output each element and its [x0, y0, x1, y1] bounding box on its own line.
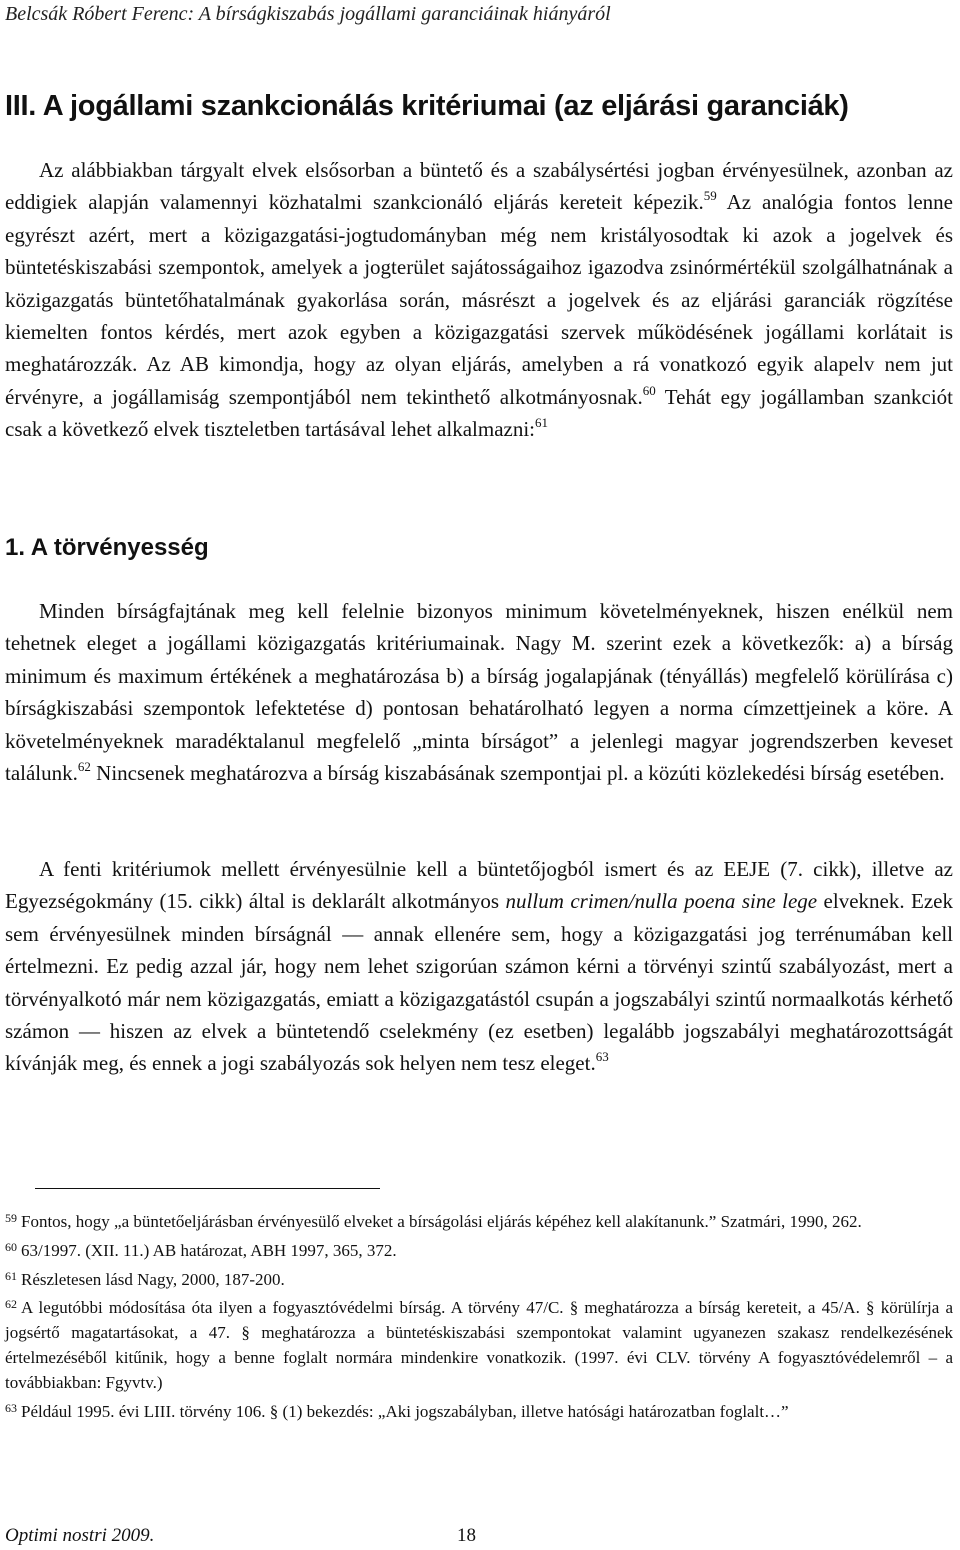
- footnote-ref-62[interactable]: 62: [77, 759, 91, 775]
- paragraph-2-text-a: Minden bírságfajtának meg kell felelnie bizonyos minimum követelményeknek, hiszen enélkül nem tehetnek eleget a jogállami közigazgatás kritériumainak. Nagy M. szerint ezek a következők: a) a bírság minimum és maximum értékének a meghatározása b) a bírság jogalapjának (tényállás) megfelelő körülírása c) bírságkiszabási szempontok lefektetése d) pontosan behatárolható legyen a norma címzettjeinek a köre. A követelményeknek maradéktalanul megfelelő „minta bírságot” a jelenlegi magyar jogrendszerben keveset találunk.: [5, 599, 953, 786]
- latin-maxim: nullum crimen/nulla poena sine lege: [505, 889, 818, 914]
- footer-journal: Optimi nostri 2009.: [5, 1525, 155, 1546]
- footnote-number: 60: [5, 1239, 17, 1254]
- paragraph-1-text-b: Az analógia fontos lenne egyrészt azért, mert a közigazgatási-jogtudományban még nem kristályosodtak ki azok a jogelvek és büntetéskiszabási szempontok, amelyek a jogterület sajátosságaihoz igazodva zsinórmértékül szolgálhatnának a közigazgatás büntetőhatalmának gyakorlása során, másrészt a jogelvek és az eljárási garanciák rögzítése kiemelten fontos kérdés, mert azok egyben a közigazgatási szervek működésének jogállami korlátait is meghatározzák. Az AB kimondja, hogy az olyan eljárás, amelyben a rá vonatkozó egyik alapelv nem jut érvényre, a jogállamiság szempontjából nem tekinthető alkotmányosnak.: [5, 190, 954, 409]
- section-title: 1. A törvényesség: [5, 534, 209, 561]
- footnote-text: 63/1997. (XII. 11.) AB határozat, ABH 1997, 365, 372.: [21, 1240, 397, 1260]
- paragraph-3-text-b: elveknek. Ezek sem érvényesülnek minden bírságnál –– annak ellenére sem, hogy a közigazgatási jog terrénumában kell értelmezni. Ez pedig azzal jár, hogy nem lehet szigorúan számon kérni a törvényi szintű szabályozást, mert a törvényalkotó már nem közigazgatás, emiatt a közigazgatástól csupán a jogszabályi szintű normaalkotás kérhető számon –– hiszen az elvek a büntetendő cselekmény (ez esetben) legalább jogszabályi meghatározottságát kívánják meg, és ennek a jogi szabályozás sok helyen nem tesz eleget.: [5, 889, 953, 1076]
- footnote-divider: [35, 1188, 380, 1189]
- footnote-item: [5, 1396, 953, 1425]
- footnote-ref-59[interactable]: 59: [703, 188, 717, 204]
- footnote-item: [5, 1264, 953, 1293]
- footnote-item: [5, 1206, 953, 1235]
- page-number: 18: [457, 1525, 476, 1546]
- footnote-item: [5, 1235, 953, 1264]
- footnote-ref-61[interactable]: 61: [535, 415, 549, 431]
- footnote-ref-60[interactable]: 60: [642, 382, 656, 398]
- footnote-item: [5, 1292, 953, 1395]
- footnote-ref-63[interactable]: 63: [595, 1049, 609, 1065]
- chapter-title: III. A jogállami szankcionálás kritériumai (az eljárási garanciák): [5, 90, 849, 122]
- paragraph-1-text-a: Az alábbiakban tárgyalt elvek elsősorban a büntető és a szabálysértési jogban érvényesülnek, azonban az eddigiek alapján valamennyi közhatalmi szankcionáló eljárás kereteit képezik.: [5, 158, 953, 215]
- running-header: Belcsák Róbert Ferenc: A bírságkiszabás jogállami garanciáinak hiányáról: [5, 3, 611, 25]
- footnote-text: Fontos, hogy „a büntetőeljárásban érvényesülő elveket a bírságolási eljárás képéhez kell alakítanunk.” Szatmári, 1990, 262.: [21, 1212, 862, 1231]
- paragraph-2: [5, 595, 953, 789]
- footnote-number: 61: [5, 1268, 17, 1283]
- footnote-number: 59: [5, 1211, 17, 1225]
- footnote-text: A legutóbbi módosítása óta ilyen a fogyasztóvédelmi bírság. A törvény 47/C. § meghatározza a bírság kereteit, a 45/A. § körülírja a jogsértő magatartásokat, a 47. § meghatározza a büntetéskiszabási szempontokat valamint ugyanezen szakasz rendelkezésének értelmezéséből kitűnik, hogy a benne foglalt normára mindenkire vonatkozik. (1997. évi CLV. törvény A fogyasztóvédelemről – a továbbiakban: Fgyvtv.): [5, 1298, 953, 1392]
- paragraph-2-text-b: Nincsenek meghatározva a bírság kiszabásának szempontjai pl. a közúti közlekedési bírság esetében.: [90, 761, 945, 786]
- footnote-text: Például 1995. évi LIII. törvény 106. § (1) bekezdés: „Aki jogszabályban, illetve hatósági határozatban foglalt…”: [21, 1401, 789, 1421]
- paragraph-3: [5, 853, 953, 1080]
- paragraph-1-text-c: Tehát egy jogállamban szankciót csak a következő elvek tiszteletben tartásával lehet alkalmazni:: [5, 384, 953, 442]
- footnotes: [5, 1206, 953, 1424]
- footnote-text: Részletesen lásd Nagy, 2000, 187-200.: [21, 1269, 285, 1289]
- footnote-number: 62: [5, 1297, 17, 1312]
- page-footer: [5, 1524, 505, 1548]
- paragraph-3-text-a: A fenti kritériumok mellett érvényesülnie kell a büntetőjogból ismert és az EEJE (7. cikk), illetve az Egyezségokmány (15. cikk) által is deklarált alkotmányos: [5, 857, 953, 914]
- paragraph-1: [5, 154, 953, 446]
- footnote-number: 63: [5, 1400, 17, 1415]
